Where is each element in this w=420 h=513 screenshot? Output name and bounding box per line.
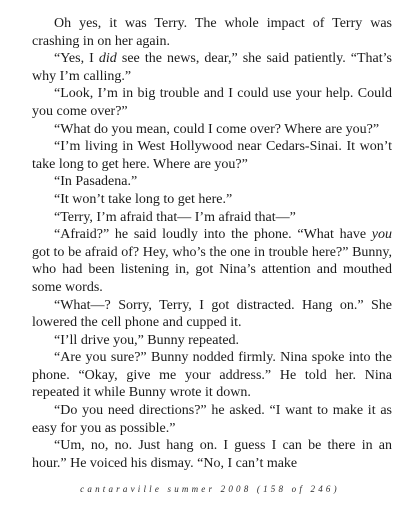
text-run: “Look, I’m in big trouble and I could use your help. Could you come over?” — [32, 86, 392, 119]
italic-text: did — [98, 51, 117, 67]
paragraph — [32, 332, 392, 350]
paragraph — [32, 121, 392, 139]
italic-text: you — [371, 227, 392, 243]
paragraph — [32, 297, 392, 332]
text-run: “It won’t take long to get here.” — [54, 191, 233, 207]
text-run: “I’m living in West Hollywood near Cedars-Sinai. It won’t take long to get here. Where are you?” — [32, 139, 392, 172]
text-run: “Terry, I’m afraid that— I’m afraid that—” — [54, 209, 296, 225]
text-run: “I’ll drive you,” Bunny repeated. — [54, 332, 240, 348]
text-run: “Afraid?” he said loudly into the phone. “What have — [54, 227, 372, 243]
text-run: “Are you sure?” Bunny nodded firmly. Nina spoke into the phone. “Okay, give me your address.” He told her. Nina repeated it while Bunny wrote it down. — [32, 350, 392, 401]
text-run: see the news, dear,” she said patiently. “That’s why I’m calling.” — [32, 51, 392, 84]
page-footer: cantaraville summer 2008 (158 of 246) — [80, 484, 340, 494]
paragraph — [32, 173, 392, 191]
paragraph — [32, 191, 392, 209]
paragraph — [32, 15, 392, 50]
paragraph — [32, 85, 392, 120]
text-run: “What do you mean, could I come over? Where are you?” — [54, 121, 380, 137]
text-run: “In Pasadena.” — [54, 174, 138, 190]
paragraph — [32, 226, 392, 296]
text-run: “Do you need directions?” he asked. “I want to make it as easy for you as possible.” — [32, 403, 392, 436]
text-run: “Um, no, no. Just hang on. I guess I can be there in an hour.” He voiced his dismay. “No, I can’t make — [32, 438, 392, 471]
paragraph — [32, 437, 392, 472]
text-run: got to be afraid of? Hey, who’s the one in trouble here?” Bunny, who had been listening in, got Nina’s attention and mouthed some words. — [32, 244, 392, 295]
body-text — [32, 15, 392, 472]
text-run: Oh yes, it was Terry. The whole impact of Terry was crashing in on her again. — [32, 16, 392, 49]
paragraph — [32, 349, 392, 402]
paragraph — [32, 50, 392, 85]
paragraph — [32, 402, 392, 437]
paragraph — [32, 209, 392, 227]
paragraph — [32, 138, 392, 173]
text-run: “What—? Sorry, Terry, I got distracted. Hang on.” She lowered the cell phone and cupped it. — [32, 297, 392, 331]
text-run: “Yes, I — [54, 51, 99, 67]
